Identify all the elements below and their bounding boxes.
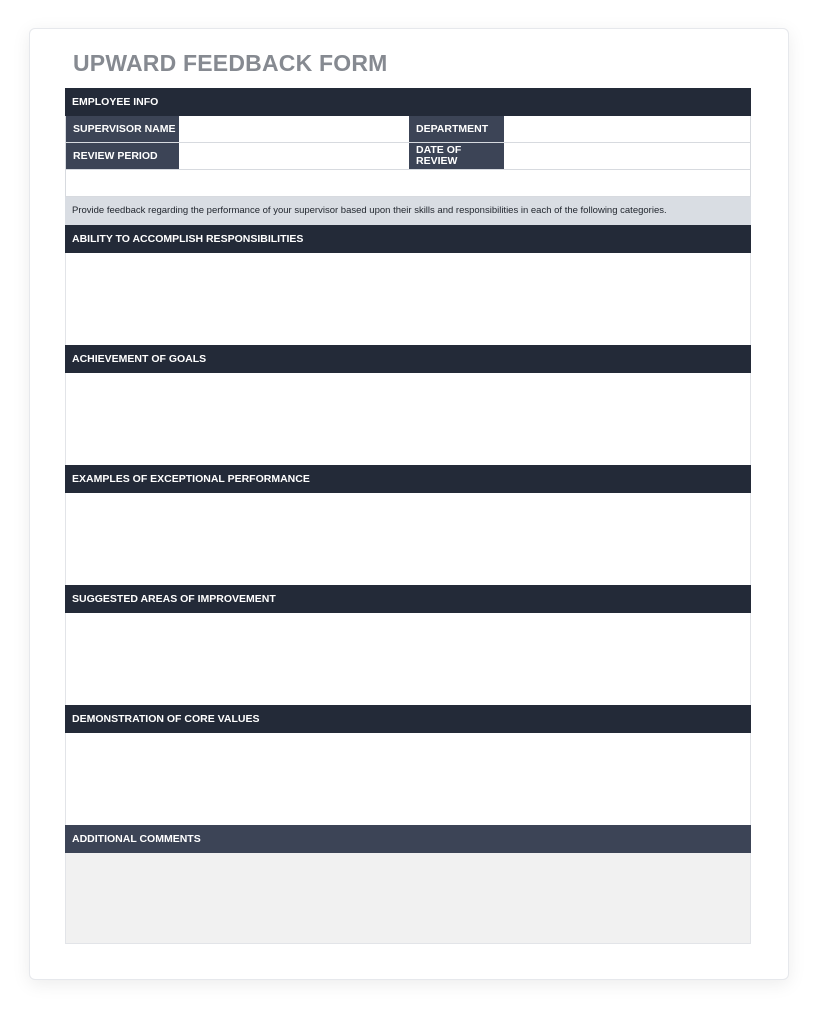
info-row-supervisor: [65, 116, 751, 143]
section-field-core-values[interactable]: [65, 733, 751, 825]
supervisor-name-field[interactable]: [179, 116, 409, 142]
feedback-form: [65, 88, 751, 944]
section-header-exceptional-performance: EXAMPLES OF EXCEPTIONAL PERFORMANCE: [65, 465, 751, 493]
department-field[interactable]: [504, 116, 750, 142]
date-of-review-field[interactable]: [504, 143, 750, 169]
section-field-responsibilities[interactable]: [65, 253, 751, 345]
section-header-responsibilities: ABILITY TO ACCOMPLISH RESPONSIBILITIES: [65, 225, 751, 253]
section-header-additional-comments: ADDITIONAL COMMENTS: [65, 825, 751, 853]
form-title: UPWARD FEEDBACK FORM: [73, 50, 388, 76]
info-row-review: [65, 143, 751, 170]
employee-info-header: EMPLOYEE INFO: [65, 88, 751, 116]
supervisor-name-label: SUPERVISOR NAME: [66, 116, 179, 142]
section-field-additional-comments[interactable]: [65, 853, 751, 944]
section-header-core-values: DEMONSTRATION OF CORE VALUES: [65, 705, 751, 733]
section-field-improvement[interactable]: [65, 613, 751, 705]
section-header-goals: ACHIEVEMENT OF GOALS: [65, 345, 751, 373]
section-field-goals[interactable]: [65, 373, 751, 465]
spacer-row: [65, 170, 751, 197]
department-label: DEPARTMENT: [409, 116, 504, 142]
review-period-field[interactable]: [179, 143, 409, 169]
instruction-text: Provide feedback regarding the performance of your supervisor based upon their skills and responsibilities in each of the following categories.: [65, 197, 751, 225]
section-header-improvement: SUGGESTED AREAS OF IMPROVEMENT: [65, 585, 751, 613]
section-field-exceptional-performance[interactable]: [65, 493, 751, 585]
review-period-label: REVIEW PERIOD: [66, 143, 179, 169]
date-of-review-label: DATE OF REVIEW: [409, 143, 504, 169]
